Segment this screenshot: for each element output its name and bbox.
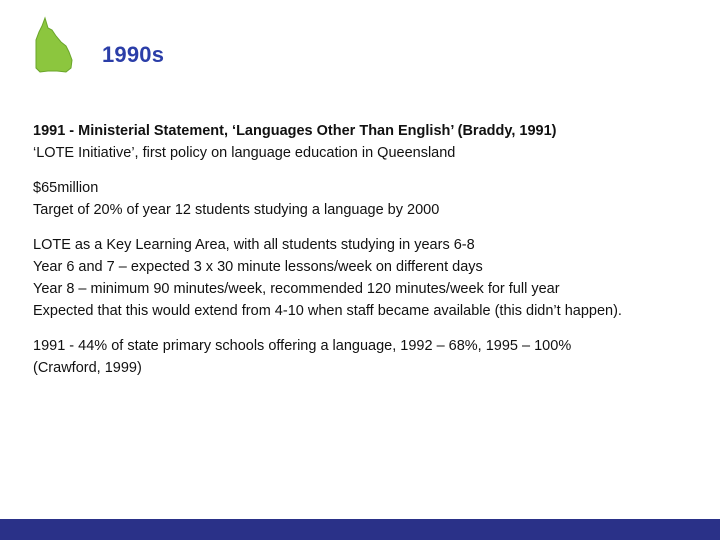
queensland-map-icon (28, 16, 76, 76)
body-line: LOTE as a Key Learning Area, with all students studying in years 6-8 (33, 237, 475, 253)
paragraph-statistics (33, 335, 703, 379)
body-line: (Crawford, 1999) (33, 360, 142, 376)
body-line: Expected that this would extend from 4-10 when staff became available (this didn’t happen). (33, 303, 622, 319)
body-line: Target of 20% of year 12 students studying a language by 2000 (33, 202, 440, 218)
body-line: 1991 - Ministerial Statement, ‘Languages Other Than English’ (Braddy, 1991) (33, 123, 557, 139)
paragraph-funding (33, 177, 703, 221)
body-line: 1991 - 44% of state primary schools offering a language, 1992 – 68%, 1995 – 100% (33, 338, 572, 354)
slide-title: 1990s (102, 42, 165, 67)
body-line: $65million (33, 180, 99, 196)
slide-body (33, 120, 703, 392)
footer-bar (0, 519, 720, 540)
body-line: Year 6 and 7 – expected 3 x 30 minute lessons/week on different days (33, 259, 483, 275)
body-line: ‘LOTE Initiative’, first policy on language education in Queensland (33, 145, 456, 161)
paragraph-key-learning-area (33, 234, 703, 322)
paragraph-ministerial-statement (33, 120, 703, 164)
body-line: Year 8 – minimum 90 minutes/week, recommended 120 minutes/week for full year (33, 281, 560, 297)
